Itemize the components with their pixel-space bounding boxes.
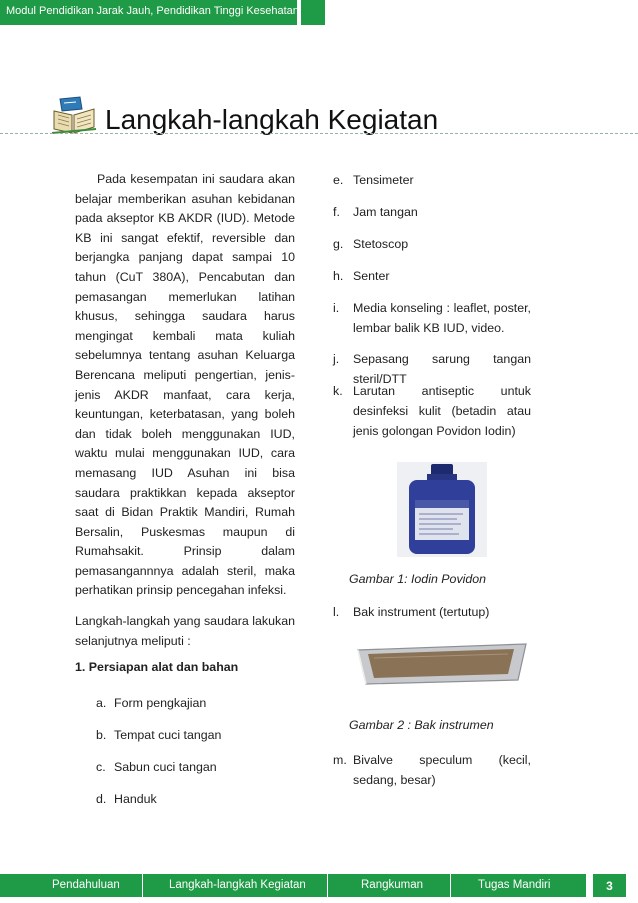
list-letter: g. (333, 237, 344, 251)
list-item (333, 602, 531, 622)
list-letter: e. (333, 173, 344, 187)
list-letter: b. (96, 728, 107, 742)
footer-link-tugas-mandiri[interactable]: Tugas Mandiri (478, 879, 551, 891)
list-item (333, 202, 531, 222)
header-accent-box (301, 0, 325, 25)
list-text: Form pengkajian (114, 696, 207, 710)
list-letter: j. (333, 352, 340, 366)
list-text: Handuk (114, 792, 157, 806)
footer-link-pendahuluan[interactable]: Pendahuluan (52, 879, 120, 891)
list-letter: l. (333, 605, 340, 619)
list-letter: c. (96, 760, 106, 774)
open-book-icon (50, 95, 98, 137)
steps-intro-paragraph: Langkah-langkah yang saudara lakukan selanjutnya meliputi : (75, 614, 295, 648)
footer-link-rangkuman[interactable]: Rangkuman (361, 879, 424, 891)
footer-separator (142, 874, 143, 897)
povidone-iodine-bottle-image (397, 462, 487, 557)
list-item (333, 750, 531, 790)
figure-caption-2: Gambar 2 : Bak instrumen (349, 718, 494, 732)
footer-separator (327, 874, 328, 897)
page-number: 3 (606, 879, 613, 893)
list-text: Sepasang sarung tangan steril/DTT (353, 352, 531, 386)
list-text: Tensimeter (353, 173, 414, 187)
list-text: Sabun cuci tangan (114, 760, 217, 774)
list-letter: h. (333, 269, 344, 283)
section-title: Persiapan alat dan bahan (88, 660, 239, 674)
list-item (96, 760, 217, 774)
list-text: Bak instrument (tertutup) (353, 605, 490, 619)
footer-separator (450, 874, 451, 897)
section-heading (75, 660, 238, 674)
intro-paragraph: Pada kesempatan ini saudara akan belajar memberikan asuhan kebidanan pada akseptor KB AKDR (IUD). Metode KB ini sangat efektif, reversible dan berjangka panjang dapat sampai 10 tahun (CuT 380A), Pencabutan dan pemasangan memerlukan latihan khusus, sehingga saudara harus mengingat kembali mata kuliah sebelumnya tentang asuhan Keluarga Berencana meliputi pengertian, jenis-jenis AKDR manfaat, cara kerja, keuntungan, keterbatasan, yang boleh dan tidak boleh menggunakan IUD, waktu mulai menggunakan IUD, cara memasang IUD Asuhan ini bisa saudara praktikkan kepada akseptor saat di Bidan Praktik Mandiri, Rumah Bersalin, Puskesmas maupun di Rumahsakit. Prinsip dalam pemasangannnya adalah steril, maka perhatikan prinsip pencegahan infeksi. (75, 172, 295, 598)
list-text: Jam tangan (353, 205, 418, 219)
list-letter: k. (333, 384, 343, 398)
list-text: Media konseling : leaflet, poster, lembar balik KB IUD, video. (353, 301, 531, 335)
list-text: Stetoscop (353, 237, 409, 251)
list-item (333, 170, 531, 190)
list-text: Senter (353, 269, 390, 283)
list-letter: a. (96, 696, 107, 710)
list-letter: i. (333, 301, 340, 315)
header-bar (0, 0, 297, 25)
left-column (75, 170, 295, 651)
instrument-tray-image (352, 640, 532, 686)
list-letter: f. (333, 205, 340, 219)
list-item (96, 696, 206, 710)
list-text: Bivalve speculum (kecil, sedang, besar) (353, 753, 531, 787)
module-title: Modul Pendidikan Jarak Jauh, Pendidikan Tinggi Kesehatan (6, 5, 299, 17)
figure-caption-1: Gambar 1: Iodin Povidon (349, 572, 487, 586)
footer-link-langkah-kegiatan[interactable]: Langkah-langkah Kegiatan (169, 879, 306, 891)
list-item (333, 234, 531, 254)
list-item (96, 728, 221, 742)
list-item (333, 381, 531, 441)
section-number: 1. (75, 660, 86, 674)
list-item (333, 266, 531, 286)
list-letter: d. (96, 792, 107, 806)
list-item (333, 298, 531, 338)
list-text: Tempat cuci tangan (114, 728, 222, 742)
list-item (96, 792, 157, 806)
page-title: Langkah-langkah Kegiatan (105, 104, 439, 135)
list-text: Larutan antiseptic untuk desinfeksi kulit (betadin atau jenis golongan Povidon Iodin) (353, 384, 531, 438)
list-letter: m. (333, 753, 347, 767)
title-divider (0, 133, 638, 134)
